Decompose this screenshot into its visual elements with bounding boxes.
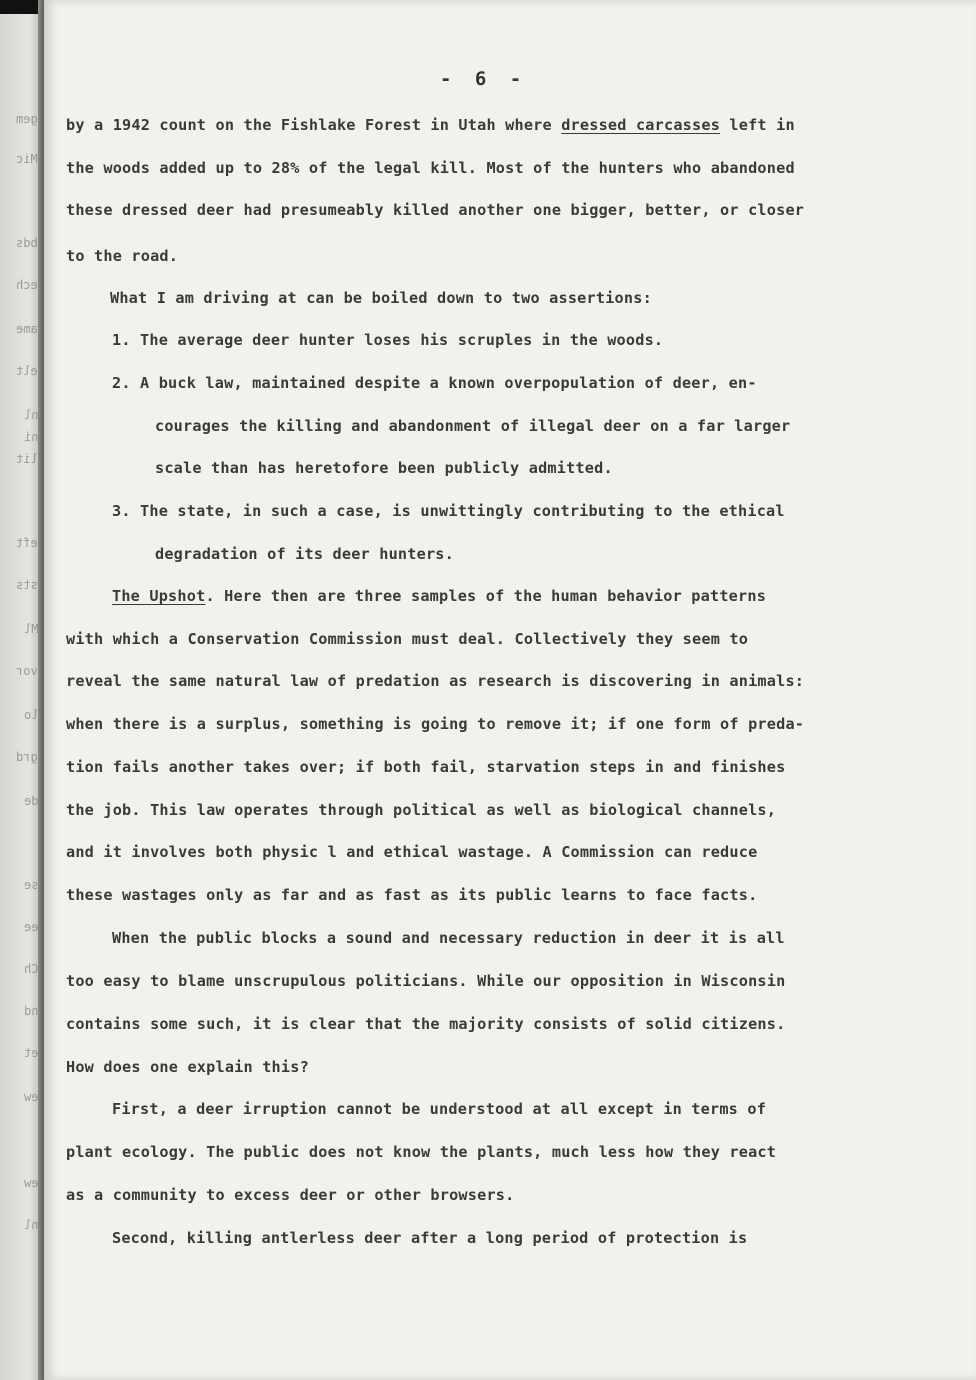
text-line: these wastages only as far and as fast as its public learns to face facts. (66, 886, 758, 904)
bleed-fragment: Mic (16, 152, 38, 166)
bleed-fragment: nd (23, 1004, 38, 1018)
bleed-fragment: eft (16, 536, 38, 550)
text-line: the job. This law operates through political as well as biological channels, (66, 801, 777, 819)
bleed-fragment: sts (16, 578, 38, 592)
text-line: the woods added up to 28% of the legal kill. Most of the hunters who abandoned (66, 159, 795, 177)
typed-page (44, 0, 976, 1380)
bleed-fragment: lit (16, 452, 38, 466)
text-line: by a 1942 count on the Fishlake Forest in Utah where dressed carcasses left in (66, 116, 795, 134)
scan-edge (0, 0, 42, 14)
section-heading: The Upshot (112, 587, 206, 605)
bleed-fragment: et (23, 1046, 38, 1060)
text-line: these dressed deer had presumeably killed another one bigger, better, or closer (66, 201, 805, 219)
text-line: too easy to blame unscrupulous politicians. While our opposition in Wisconsin (66, 972, 786, 990)
list-item-2: 2. A buck law, maintained despite a known overpopulation of deer, en- (112, 374, 757, 392)
text-line: and it involves both physic l and ethical wastage. A Commission can reduce (66, 843, 758, 861)
text-line: tion fails another takes over; if both fail, starvation steps in and finishes (66, 758, 786, 776)
list-item-1: 1. The average deer hunter loses his scruples in the woods. (112, 331, 664, 349)
text-line: to the road. (66, 247, 179, 265)
bleed-fragment: nl (23, 408, 38, 422)
underlined-phrase: dressed carcasses (561, 116, 721, 134)
bleed-fragment: lo (23, 708, 38, 722)
bleed-fragment: se (23, 878, 38, 892)
text-line: How does one explain this? (66, 1058, 309, 1076)
text-line: as a community to excess deer or other browsers. (66, 1186, 515, 1204)
text-line: The Upshot. Here then are three samples of the human behavior patterns (112, 587, 767, 605)
facing-page-edge (0, 0, 42, 1380)
page-number: - 6 - (440, 68, 528, 90)
bleed-fragment: ew (23, 1090, 38, 1104)
bleed-fragment: ame (16, 322, 38, 336)
bleed-fragment: elt (16, 364, 38, 378)
text-line: contains some such, it is clear that the majority consists of solid citizens. (66, 1015, 786, 1033)
list-item-3: 3. The state, in such a case, is unwittingly contributing to the ethical (112, 502, 785, 520)
text-line: plant ecology. The public does not know the plants, much less how they react (66, 1143, 777, 1161)
text-line: reveal the same natural law of predation as research is discovering in animals: (66, 672, 805, 690)
bleed-fragment: grd (16, 750, 38, 764)
bleed-fragment: bds (16, 236, 38, 250)
bleed-fragment: gem (16, 112, 38, 126)
bleed-fragment: de (23, 794, 38, 808)
bleed-fragment: ni (23, 430, 38, 444)
bleed-fragment: nl (23, 1218, 38, 1232)
text-line: What I am driving at can be boiled down to two assertions: (110, 289, 652, 307)
bleed-fragment: ech (16, 278, 38, 292)
bleed-fragment: ew (23, 1176, 38, 1190)
text-line: when there is a surplus, something is going to remove it; if one form of preda- (66, 715, 805, 733)
bleed-fragment: ee (23, 920, 38, 934)
text-line: First, a deer irruption cannot be understood at all except in terms of (112, 1100, 767, 1118)
bleed-fragment: Ch (23, 962, 38, 976)
list-item-2-continuation: scale than has heretofore been publicly admitted. (155, 459, 613, 477)
text-line: Second, killing antlerless deer after a long period of protection is (112, 1229, 748, 1247)
bleed-fragment: vor (16, 664, 38, 678)
text-line: with which a Conservation Commission must deal. Collectively they seem to (66, 630, 749, 648)
text-line: When the public blocks a sound and necessary reduction in deer it is all (112, 929, 785, 947)
list-item-2-continuation: courages the killing and abandonment of illegal deer on a far larger (155, 417, 791, 435)
list-item-3-continuation: degradation of its deer hunters. (155, 545, 454, 563)
bleed-fragment: Ml (23, 622, 38, 636)
